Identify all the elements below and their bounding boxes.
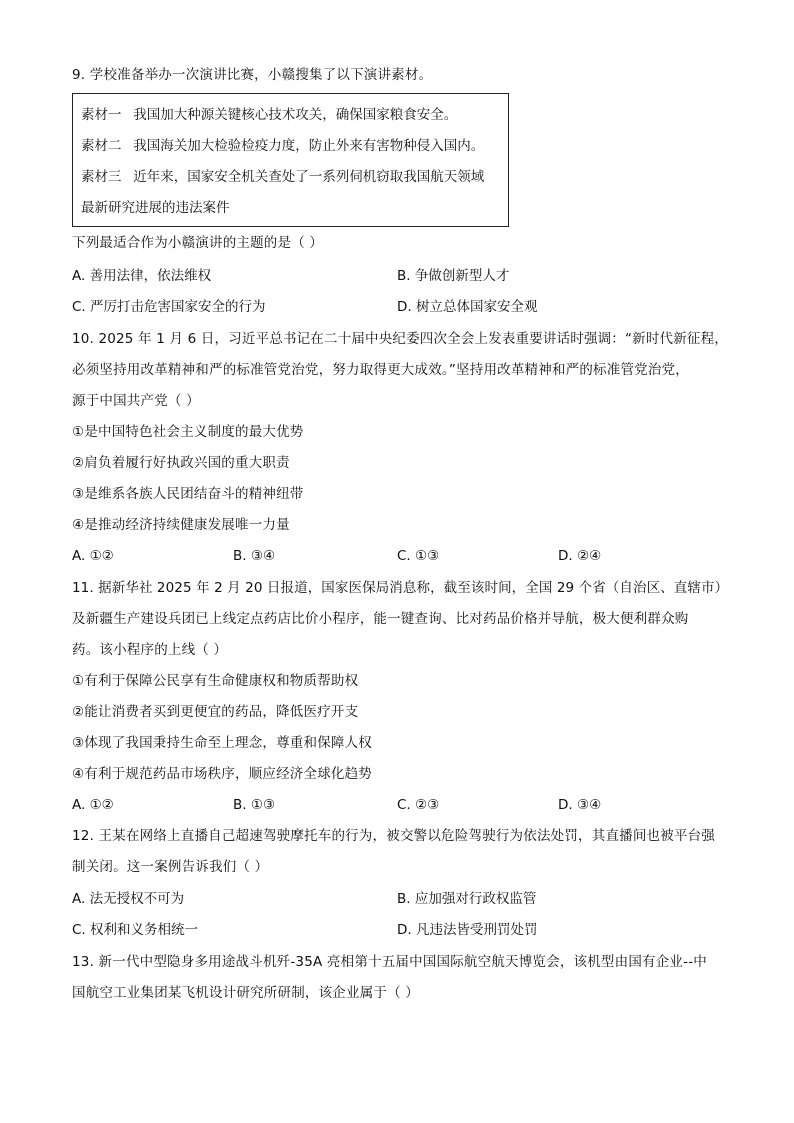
q10-option-b[interactable]: B. ③④	[233, 548, 276, 564]
q9-material-1-text: 我国加大种源关键核心技术攻关，确保国家粮食安全。	[133, 107, 458, 123]
q12-option-b[interactable]: B. 应加强对行政权监管	[397, 891, 537, 907]
q9-material-2-tag: 素材二	[81, 138, 122, 154]
q9-option-b[interactable]: B. 争做创新型人才	[397, 268, 510, 284]
q10-line-1: 10. 2025 年 1 月 6 日，习近平总书记在二十届中央纪委四次全会上发表重要讲话时强调：“新时代新征程，	[72, 331, 728, 347]
q9-material-1-tag: 素材一	[81, 107, 122, 123]
q9-option-d[interactable]: D. 树立总体国家安全观	[397, 299, 538, 315]
q11-option-a[interactable]: A. ①②	[72, 797, 114, 813]
q9-material-3	[81, 168, 484, 186]
q10-option-c[interactable]: C. ①③	[397, 548, 440, 564]
q9-material-box	[72, 93, 509, 227]
q10-line-3: 源于中国共产党（ ）	[72, 393, 200, 409]
q9-option-c[interactable]: C. 严厉打击危害国家安全的行为	[72, 299, 266, 315]
q9-material-3-text: 近年来，国家安全机关查处了一系列伺机窃取我国航天领域	[133, 169, 485, 185]
q12-line-1: 12. 王某在网络上直播自己超速驾驶摩托车的行为，被交警以危险驾驶行为依法处罚，其直播间也被平台强	[72, 828, 716, 844]
q13-line-2: 国航空工业集团某飞机设计研究所研制，该企业属于（ ）	[72, 985, 419, 1001]
q13-line-1: 13. 新一代中型隐身多用途战斗机歼-35A 亮相第十五届中国国际航空航天博览会，该机型由国有企业--中	[72, 954, 707, 970]
q10-option-d[interactable]: D. ②④	[558, 548, 602, 564]
q10-option-a[interactable]: A. ①②	[72, 548, 114, 564]
q10-item-4: ④是推动经济持续健康发展唯一力量	[72, 517, 290, 533]
q11-item-1: ①有利于保障公民享有生命健康权和物质帮助权	[72, 673, 359, 689]
q11-item-2: ②能让消费者买到更便宜的药品，降低医疗开支	[72, 704, 359, 720]
q11-line-2: 及新疆生产建设兵团已上线定点药店比价小程序，能一键查询、比对药品价格并导航，极大便利群众购	[72, 611, 689, 627]
q12-line-2: 制关闭。这一案例告诉我们（ ）	[72, 859, 269, 875]
q9-material-1	[81, 106, 457, 124]
q11-option-c[interactable]: C. ②③	[397, 797, 440, 813]
q11-option-b[interactable]: B. ①③	[233, 797, 276, 813]
q9-material-3-tag: 素材三	[81, 169, 122, 185]
q12-option-c[interactable]: C. 权利和义务相统一	[72, 922, 199, 938]
q10-item-2: ②肩负着履行好执政兴国的重大职责	[72, 455, 290, 471]
q11-line-3: 药。该小程序的上线（ ）	[72, 642, 228, 658]
q9-material-2-text: 我国海关加大检验检疫力度，防止外来有害物种侵入国内。	[133, 138, 485, 154]
q11-item-4: ④有利于规范药品市场秩序，顺应经济全球化趋势	[72, 766, 373, 782]
q9-material-2	[81, 137, 484, 155]
q10-line-2: 必须坚持用改革精神和严的标准管党治党，努力取得更大成效。”坚持用改革精神和严的标准管党治党，	[72, 362, 689, 378]
q11-option-d[interactable]: D. ③④	[558, 797, 602, 813]
q9-stem: 9. 学校准备举办一次演讲比赛，小赣搜集了以下演讲素材。	[72, 67, 433, 83]
q9-material-3-cont: 最新研究进展的违法案件	[81, 200, 230, 216]
q10-item-1: ①是中国特色社会主义制度的最大优势	[72, 424, 304, 440]
q10-item-3: ③是维系各族人民团结奋斗的精神纽带	[72, 486, 304, 502]
q9-question: 下列最适合作为小赣演讲的主题的是（ ）	[72, 235, 324, 251]
q12-option-d[interactable]: D. 凡违法皆受刑罚处罚	[397, 922, 538, 938]
q11-item-3: ③体现了我国秉持生命至上理念，尊重和保障人权	[72, 735, 373, 751]
q12-option-a[interactable]: A. 法无授权不可为	[72, 891, 185, 907]
q11-line-1: 11. 据新华社 2025 年 2 月 20 日报道，国家医保局消息称，截至该时间，全国 29 个省（自治区、直辖市）	[72, 580, 729, 596]
q9-option-a[interactable]: A. 善用法律，依法维权	[72, 268, 212, 284]
